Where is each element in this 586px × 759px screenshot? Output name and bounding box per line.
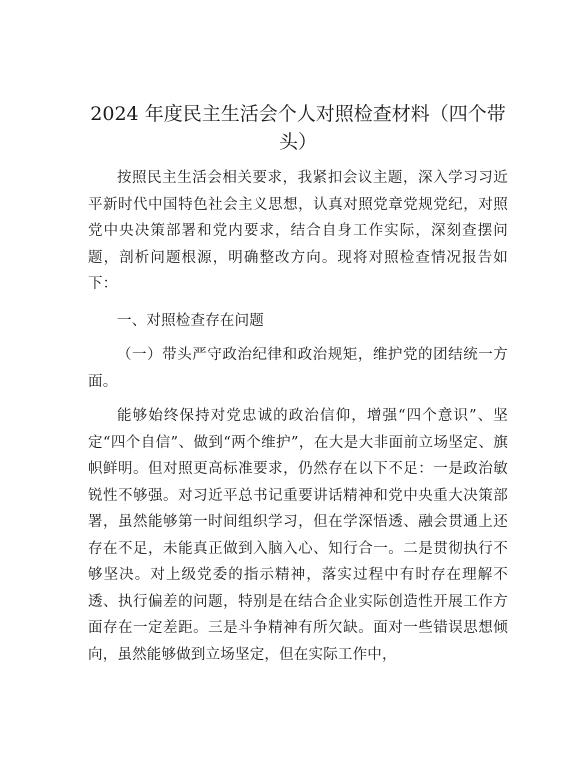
- subsection-heading: （一）带头严守政治纪律和政治规矩，维护党的团结统一方面。: [88, 347, 508, 390]
- body-paragraph: 能够始终保持对党忠诚的政治信仰，增强“四个意识”、坚定“四个自信”、做到“两个维护”，在大是大非面前立场坚定、旗帜鲜明。但对照更高标准要求，仍然存在以下不足：一是政治敏锐性不够强。对习近平总书记重要讲话精神和党中央重大决策部署，虽然能够第一时间组织学习，但在学深悟透、融会贯通上还存在不足，未能真正做到入脑入心、知行合一。二是贯彻执行不够坚决。对上级党委的指示精神，落实过程中有时存在理解不透、执行偏差的问题，特别是在结合企业实际创造性开展工作方面存在一定差距。三是斗争精神有所欠缺。面对一些错误思想倾向，虽然能够做到立场坚定，但在实际工作中，: [88, 408, 508, 663]
- section-heading: 一、对照检查存在问题: [117, 312, 264, 329]
- intro-paragraph: 按照民主生活会相关要求，我紧扣会议主题，深入学习习近平新时代中国特色社会主义思想，认真对照党章党规党纪，对照党中央决策部署和党内要求，结合自身工作实际，深刻查摆问题，剖析问题根源，明确整改方向。现将对照检查情况报告如下：: [88, 170, 508, 292]
- document-body: [88, 165, 508, 668]
- document-title: 2024 年度民主生活会个人对照检查材料（四个带头）: [90, 103, 506, 153]
